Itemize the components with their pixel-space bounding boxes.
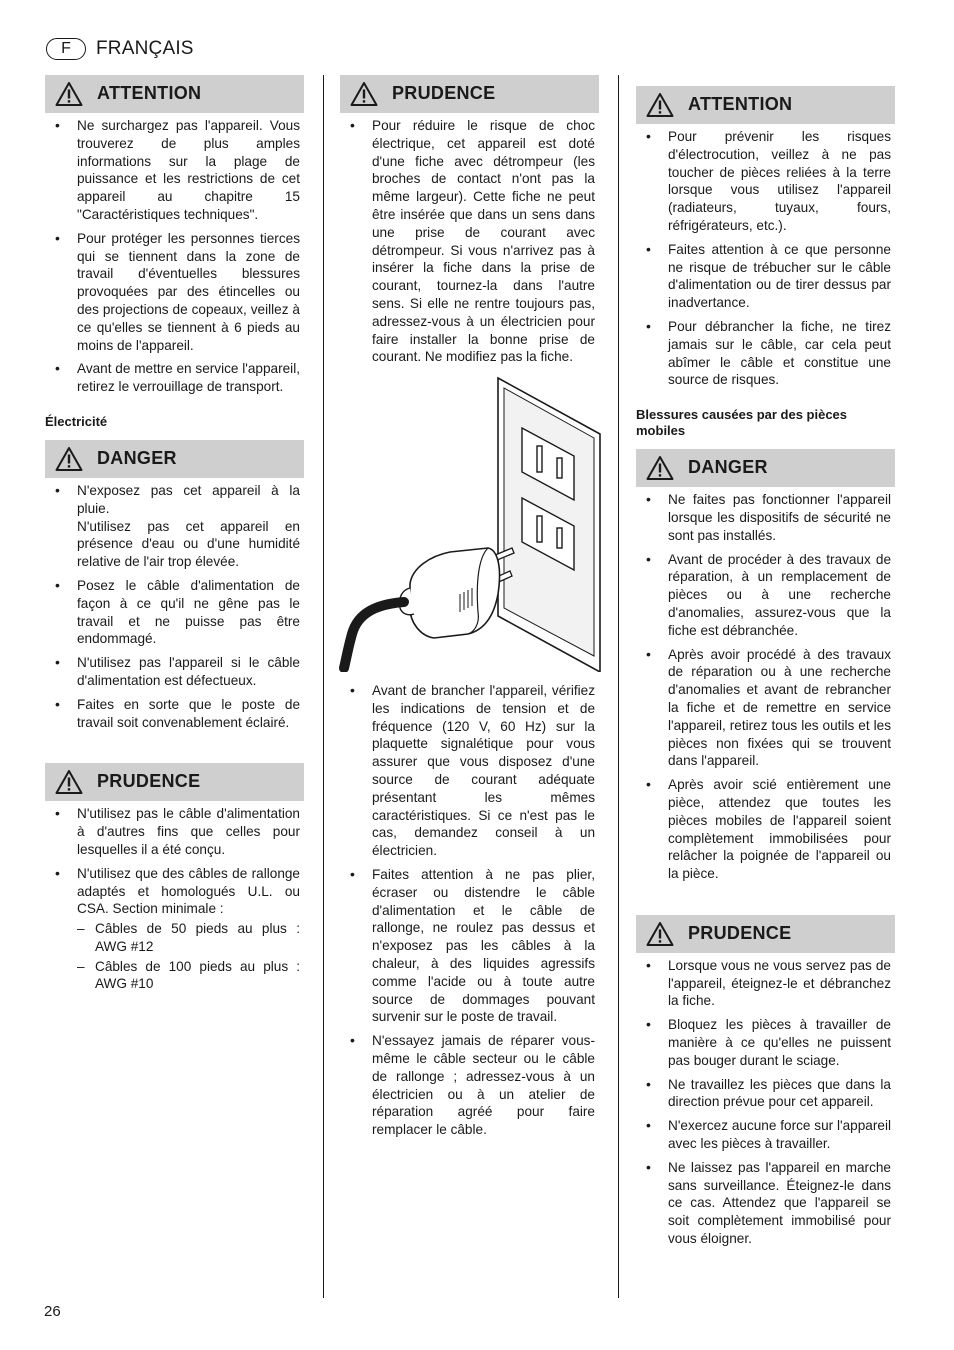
list-item: • N'exercez aucune force sur l'appareil avec les pièces à travailler.	[636, 1117, 895, 1153]
warning-triangle-icon	[55, 446, 83, 472]
plug-socket-illustration	[338, 372, 602, 672]
language-header	[46, 38, 194, 60]
warning-triangle-icon	[55, 769, 83, 795]
column-1	[45, 75, 304, 999]
attention-box-col3	[636, 86, 895, 124]
language-code-badge	[46, 38, 86, 60]
danger-title: DANGER	[688, 457, 768, 478]
list-item: • Posez le câble d'alimentation de façon à ce qu'il ne gêne pas le travail et ne puisse pas être endommagé.	[45, 577, 304, 648]
language-name: FRANÇAIS	[96, 38, 194, 59]
list-item: • Faites attention à ce que personne ne risque de trébucher sur le câble d'alimentation ou de tirer dessus par inadvertance.	[636, 241, 895, 312]
list-item: • Avant de mettre en service l'appareil, retirez le verrouillage de transport.	[45, 360, 304, 396]
prudence-list-col3	[636, 957, 895, 1248]
page-number: 26	[44, 1303, 61, 1320]
danger-list-col3	[636, 491, 895, 883]
list-item-line: • N'exposez pas cet appareil à la pluie.	[77, 482, 300, 516]
plug-cable	[344, 602, 404, 668]
list-item: • Ne faites pas fonctionner l'appareil lorsque les dispositifs de sécurité ne sont pas installés.	[636, 491, 895, 544]
attention-list-col1	[45, 117, 304, 396]
prudence-title: PRUDENCE	[688, 922, 792, 943]
warning-triangle-icon	[646, 92, 674, 118]
electricite-heading: Électricité	[45, 413, 108, 429]
danger-title: DANGER	[97, 448, 177, 469]
list-item: • Bloquez les pièces à travailler de manière à ce qu'elles ne puissent pas bouger durant le sciage.	[636, 1016, 895, 1069]
column-divider-1	[323, 75, 324, 1298]
list-item: • Ne travaillez les pièces que dans la direction prévue pour cet appareil.	[636, 1076, 895, 1112]
list-item: • Après avoir procédé à des travaux de réparation ou à une recherche d'anomalies et avant de rebrancher la fiche et de remettre en service l'appareil, retirez tous les outils et les pièces non fixées qui se trouvent dans l'appareil.	[636, 646, 895, 771]
dash-item: – Câbles de 100 pieds au plus : AWG #10	[77, 958, 300, 994]
prudence-box-col1	[45, 763, 304, 801]
list-item: • Lorsque vous ne vous servez pas de l'appareil, éteignez-le et débranchez la fiche.	[636, 957, 895, 1010]
list-item	[45, 865, 304, 994]
warning-triangle-icon	[55, 81, 83, 107]
warning-triangle-icon	[646, 455, 674, 481]
attention-box-col1	[45, 75, 304, 113]
list-item: • Pour débrancher la fiche, ne tirez jamais sur le câble, car cela peut abîmer le câble et constitue une source de risques.	[636, 318, 895, 389]
attention-title: ATTENTION	[688, 94, 793, 115]
list-item: • Avant de procéder à des travaux de réparation, à un remplacement de pièces ou à une recherche d'anomalies, assurez-vous que la fiche est débranchée.	[636, 551, 895, 640]
danger-box-col1	[45, 440, 304, 478]
prudence-list-col1	[45, 805, 304, 993]
list-item: • Ne laissez pas l'appareil en marche sans surveillance. Éteignez-le dans ce cas. Attendez que l'appareil se soit complètement immobilisé pour vous éloigner.	[636, 1159, 895, 1248]
list-item: • Pour prévenir les risques d'électrocution, veillez à ne pas toucher de pièces reliées à la terre lorsque vous utilisez l'appareil (radiateurs, tuyaux, fours, réfrigérateurs, etc.).	[636, 128, 895, 235]
prudence-box-col3	[636, 915, 895, 953]
prudence-title: PRUDENCE	[97, 771, 201, 792]
list-item: • N'utilisez pas l'appareil si le câble d'alimentation est défectueux.	[45, 654, 304, 690]
list-item: • Après avoir scié entièrement une pièce, attendez que toutes les pièces mobiles de l'appareil soient complètement immobilisées pour relâcher la poignée de l'appareil ou la pièce.	[636, 776, 895, 883]
danger-box-col3	[636, 449, 895, 487]
list-item: • Avant de brancher l'appareil, vérifiez les indications de tension et de fréquence (120 V, 60 Hz) sur la plaquette signalétique pour vous assurer que vous disposez d'une source de courant adéquate présentant les mêmes caractéristiques. Si ce n'est pas le cas, demandez conseil à un électricien.	[340, 682, 599, 860]
column-2-lower	[340, 682, 599, 1145]
language-code: F	[61, 40, 71, 57]
dash-item: – Câbles de 50 pieds au plus : AWG #12	[77, 920, 300, 956]
electric-list-col2	[340, 682, 599, 1139]
warning-triangle-icon	[646, 921, 674, 947]
dash-list	[77, 920, 300, 993]
list-item: • Pour réduire le risque de choc électrique, cet appareil est doté d'une fiche avec détrompeur (les broches de contact n'ont pas la même largeur). Cette fiche ne peut être insérée que dans un sens dans une prise de courant avec détrompeur. Si vous n'arrivez pas à insérer la fiche dans la prise de courant, tournez-la dans l'autre sens. Si elle ne rentre toujours pas, adressez-vous à un électricien pour faire installer la bonne prise de courant. Ne modifiez pas la fiche.	[340, 117, 599, 366]
column-3	[636, 86, 895, 1254]
prudence-box-col2	[340, 75, 599, 113]
list-item: • Pour protéger les personnes tierces qui se tiennent dans la zone de travail d'éventuelles blessures provoquées par des étincelles ou des projections de copeaux, veillez à ce qu'elles se tiennent à 6 pieds au moins de l'appareil.	[45, 230, 304, 355]
list-item: • N'utilisez pas le câble d'alimentation à d'autres fins que celles pour lesquelles il a été conçu.	[45, 805, 304, 858]
plug-body	[410, 548, 500, 638]
list-item	[45, 482, 304, 571]
column-2	[340, 75, 599, 372]
list-item: • Faites attention à ne pas plier, écraser ou distendre le câble d'alimentation et le câble de rallonge, ne roulez pas dessus et n'exposez pas les câbles à la chaleur, à des liquides agressifs comme l'acide ou à toute autre source de dommages pouvant survenir sur le poste de travail.	[340, 866, 599, 1026]
prudence-title: PRUDENCE	[392, 83, 496, 104]
list-item: • N'essayez jamais de réparer vous-même le câble secteur ou le câble de rallonge ; adressez-vous à un électricien ou à un atelier de réparation agréé pour faire remplacer le câble.	[340, 1032, 599, 1139]
list-item: • Faites en sorte que le poste de travail soit convenablement éclairé.	[45, 696, 304, 732]
list-item-line: • N'utilisez que des câbles de rallonge adaptés et homologués U.L. ou CSA. Section minimale :	[77, 865, 300, 917]
attention-list-col3	[636, 128, 895, 389]
list-item: • Ne surchargez pas l'appareil. Vous trouverez de plus amples informations sur la plage de puissance et les restrictions de cet appareil au chapitre 15 "Caractéristiques techniques".	[45, 117, 304, 224]
moving-parts-heading: Blessures causées par des pièces mobiles	[636, 407, 848, 439]
danger-list-col1	[45, 482, 304, 731]
column-divider-2	[618, 75, 619, 1298]
warning-triangle-icon	[350, 81, 378, 107]
list-item-line: N'utilisez pas cet appareil en présence d'eau ou d'une humidité relative de l'air trop élevée.	[77, 518, 300, 570]
attention-title: ATTENTION	[97, 83, 202, 104]
prudence-list-col2	[340, 117, 599, 366]
